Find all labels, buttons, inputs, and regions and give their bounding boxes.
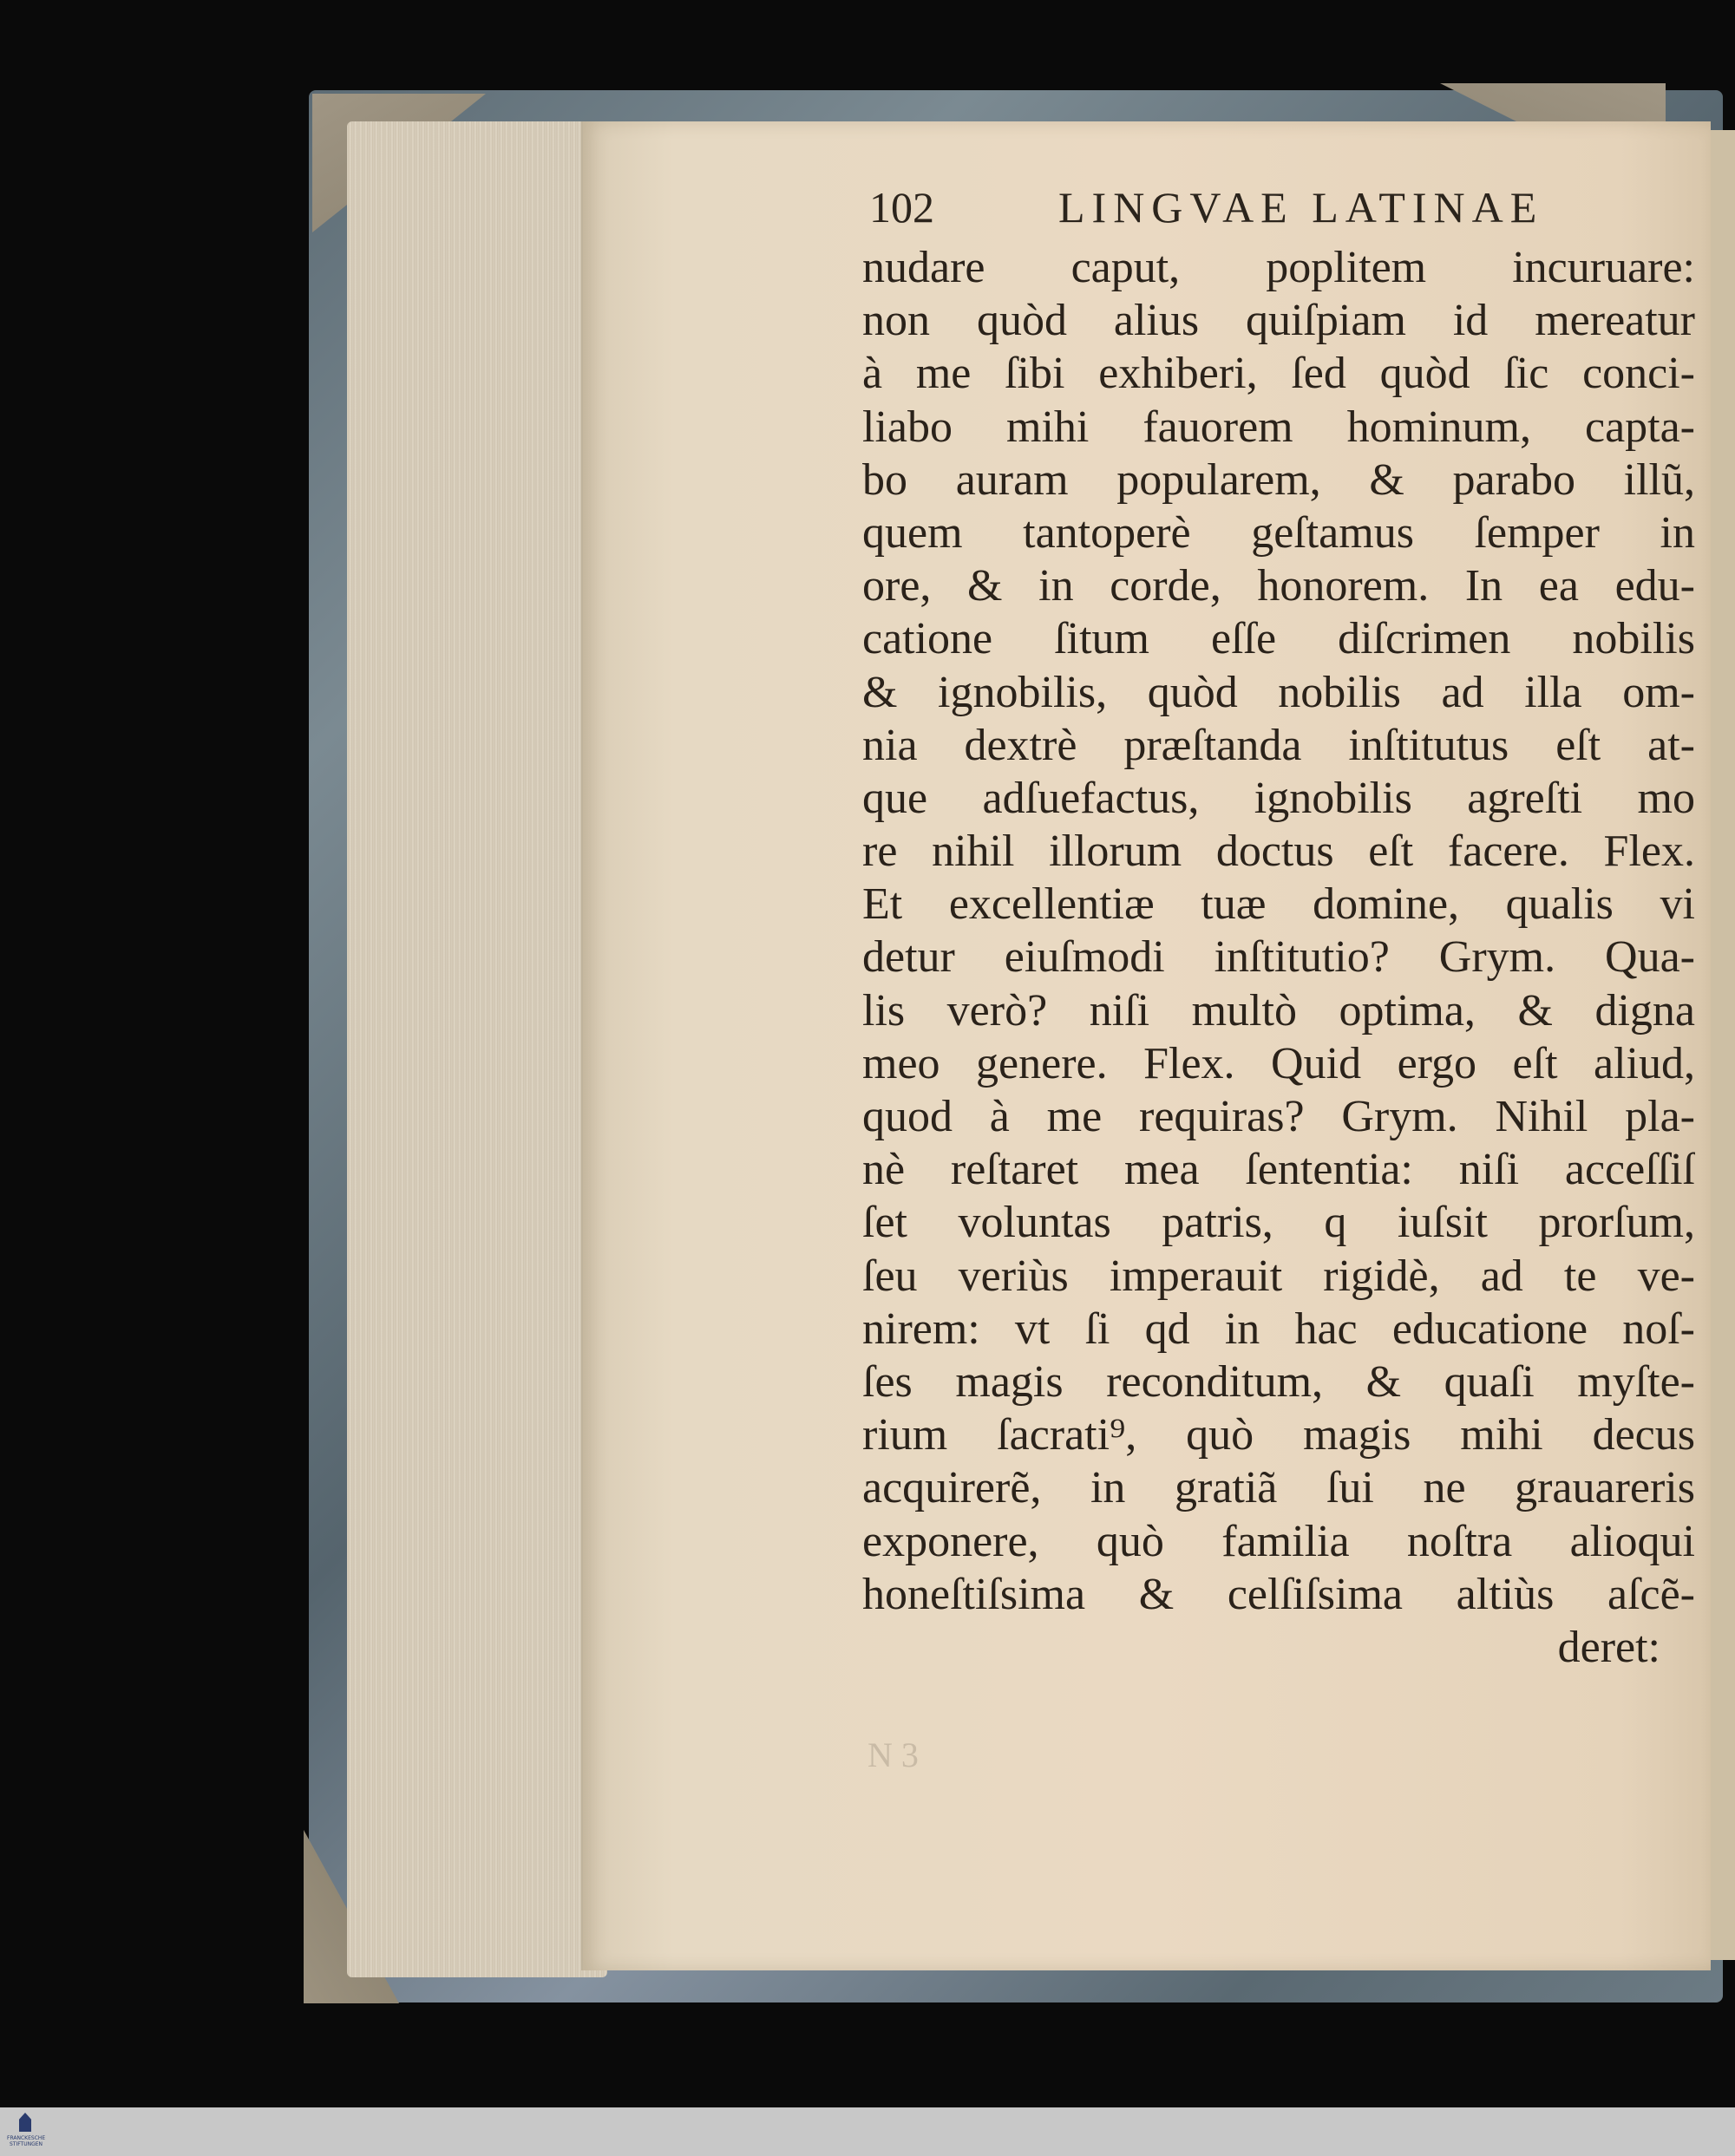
text-line: rium ſacrati⁹, quò magis mihi decus <box>862 1410 1695 1460</box>
text-line: lis verò? niſi multò optima, & digna <box>862 985 1695 1036</box>
text-line: nè reſtaret mea ſententia: niſi acceſſiſ <box>862 1145 1695 1195</box>
catchword: deret: <box>1557 1622 1660 1672</box>
text-line: nia dextrè præſtanda inſtitutus eſt at- <box>862 720 1695 770</box>
text-line: honeſtiſsima & celſiſsima altiùs aſcẽ- <box>862 1569 1695 1619</box>
text-line: re nihil illorum doctus eſt facere. Flex. <box>862 826 1695 877</box>
viewer-footer-bar <box>0 2107 1735 2156</box>
text-line: que adſuefactus, ignobilis agreſti mo <box>862 773 1695 823</box>
text-line: ſeu veriùs imperauit rigidè, ad te ve- <box>862 1251 1695 1301</box>
text-line: exponere, quò familia noſtra alioqui <box>862 1516 1695 1566</box>
text-line: meo genere. Flex. Quid ergo eſt aliud, <box>862 1038 1695 1088</box>
library-logo-icon <box>19 2113 31 2132</box>
show-through-signature: N 3 <box>868 1735 919 1774</box>
page-block-edges <box>347 121 607 1977</box>
text-line: ſet voluntas patris, q iuſsit prorſum, <box>862 1198 1695 1248</box>
text-line: nirem: vt ſi qd in hac educatione noſ- <box>862 1303 1695 1354</box>
text-line: bo auram popularem, & parabo illũ, <box>862 454 1695 505</box>
text-line: liabo mihi fauorem hominum, capta- <box>862 402 1695 452</box>
text-line: non quòd alius quiſpiam id mereatur <box>862 296 1695 346</box>
text-line: Et excellentiæ tuæ domine, qualis vi <box>862 879 1695 930</box>
text-line: catione ſitum eſſe diſcrimen nobilis <box>862 614 1695 664</box>
text-line: nudare caput, poplitem incuruare: <box>862 243 1695 292</box>
text-line: & ignobilis, quòd nobilis ad illa om- <box>862 667 1695 717</box>
text-line: detur eiuſmodi inſtitutio? Grym. Qua- <box>862 932 1695 983</box>
running-head: LINGVAE LATINAE <box>1058 183 1544 232</box>
text-line: quem tantoperè geſtamus ſemper in <box>862 507 1695 558</box>
text-line: acquirerẽ, in gratiã ſui ne grauareris <box>862 1463 1695 1513</box>
text-line: ſes magis reconditum, & quaſi myſte- <box>862 1356 1695 1407</box>
library-logo-text: FRANCKESCHE STIFTUNGEN <box>7 2135 46 2147</box>
text-line: quod à me requiras? Grym. Nihil pla- <box>862 1092 1695 1141</box>
library-logo[interactable] <box>7 2113 45 2151</box>
page-body-text <box>862 241 1695 1674</box>
page-number: 102 <box>869 183 934 232</box>
text-line: à me ſibi exhiberi, ſed quòd ſic conci- <box>862 349 1695 399</box>
page-header <box>869 182 1633 243</box>
text-line: ore, & in corde, honorem. In ea edu- <box>862 561 1695 611</box>
